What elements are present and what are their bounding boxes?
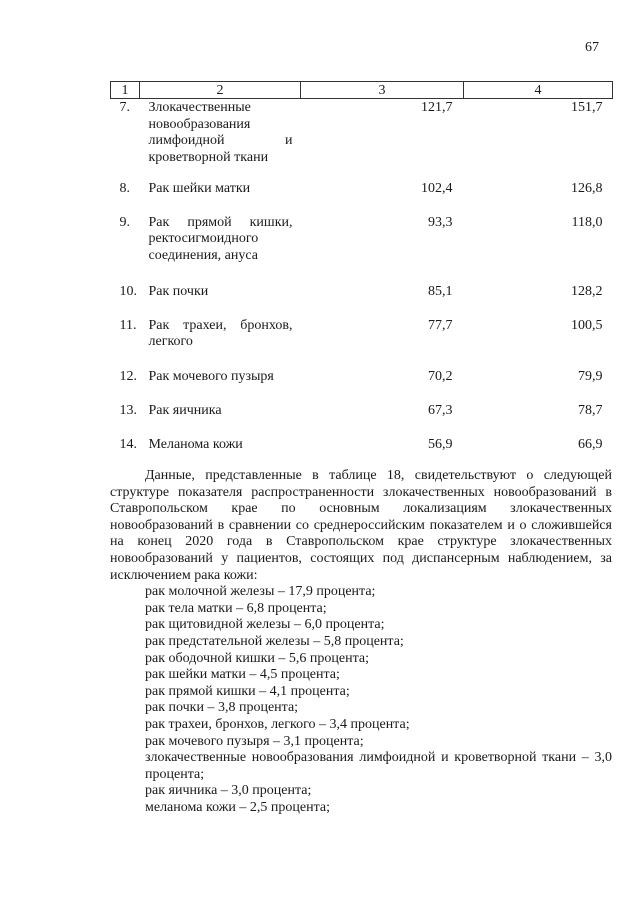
row-value-col4: 78,7 xyxy=(578,402,603,418)
table-row xyxy=(111,403,613,437)
list-item: рак молочной железы – 17,9 процента; xyxy=(145,584,376,600)
list-item: рак мочевого пузыря – 3,1 процента; xyxy=(145,733,364,749)
column-header-4: 4 xyxy=(464,82,613,99)
row-number: 13. xyxy=(119,402,137,418)
row-value-col3: 121,7 xyxy=(421,100,453,115)
list-item: рак предстательной железы – 5,8 процента; xyxy=(145,633,404,649)
list-item: рак тела матки – 6,8 процента; xyxy=(145,600,327,616)
row-value-col3: 93,3 xyxy=(428,214,453,230)
row-value-col3: 70,2 xyxy=(428,368,453,384)
column-header-1: 1 xyxy=(111,82,140,99)
row-name: Меланома кожи xyxy=(148,436,243,452)
table-row xyxy=(111,284,613,318)
column-header-3: 3 xyxy=(301,82,464,99)
list-item: злокачественные новообразования лимфоидной и кроветворной ткани – 3,0 процента; xyxy=(145,750,612,782)
row-number: 7. xyxy=(119,100,130,115)
table-header-row xyxy=(111,82,613,99)
list-item: рак щитовидной железы – 6,0 процента; xyxy=(145,617,385,633)
row-number: 12. xyxy=(119,368,137,384)
table-header xyxy=(111,82,613,99)
row-number: 10. xyxy=(119,283,137,299)
list-item: рак ободочной кишки – 5,6 процента; xyxy=(145,650,369,666)
row-name: Рак почки xyxy=(148,283,209,299)
row-value-col4: 151,7 xyxy=(571,100,603,115)
table-row xyxy=(111,318,613,369)
localization-list xyxy=(110,584,612,816)
row-name: Рак шейки матки xyxy=(148,180,251,196)
row-number: 9. xyxy=(119,214,130,230)
table-row xyxy=(111,437,613,457)
column-header-2: 2 xyxy=(140,82,301,99)
page-number: 67 xyxy=(585,40,599,55)
table-row xyxy=(111,215,613,284)
row-name: Рак трахеи, бронхов, легкого xyxy=(148,317,293,349)
list-item: рак шейки матки – 4,5 процента; xyxy=(145,667,340,683)
data-table xyxy=(110,81,613,457)
row-value-col4: 66,9 xyxy=(578,436,603,452)
row-value-col3: 85,1 xyxy=(428,283,453,299)
row-value-col3: 56,9 xyxy=(428,436,453,452)
list-item: рак прямой кишки – 4,1 процента; xyxy=(145,683,350,699)
row-value-col4: 128,2 xyxy=(571,283,603,299)
list-item: меланома кожи – 2,5 процента; xyxy=(145,799,330,815)
row-value-col3: 67,3 xyxy=(428,402,453,418)
row-value-col3: 102,4 xyxy=(421,180,453,196)
table-row xyxy=(111,181,613,215)
row-value-col4: 79,9 xyxy=(578,368,603,384)
row-number: 8. xyxy=(119,180,130,196)
row-value-col3: 77,7 xyxy=(428,317,453,333)
row-number: 14. xyxy=(119,436,137,452)
table-container xyxy=(110,81,612,457)
list-item: рак трахеи, бронхов, легкого – 3,4 процента; xyxy=(145,716,410,732)
row-value-col4: 118,0 xyxy=(571,214,603,230)
table-row xyxy=(111,369,613,403)
row-name: Рак прямой кишки, ректосигмоидного соединения, ануса xyxy=(148,214,293,263)
row-name: Рак мочевого пузыря xyxy=(148,368,274,384)
row-value-col4: 100,5 xyxy=(571,317,603,333)
table-body xyxy=(111,99,613,457)
row-name: Злокачественные новообразования лимфоидной и кроветворной ткани xyxy=(148,100,293,165)
row-number: 11. xyxy=(119,317,137,333)
row-name: Рак яичника xyxy=(148,402,222,418)
summary-paragraph: Данные, представленные в таблице 18, свидетельствуют о следующей структуре показателя распространенности злокачественных новообразований в Ставропольском крае по основным локализациям злокачественных новообразований в сравнении со среднероссийским показателем и о сложившейся на конец 2020 года в Ставропольском крае структуре злокачественных новообразований у пациентов, состоящих под диспансерным наблюдением, за исключением рака кожи: xyxy=(110,468,612,583)
list-item: рак яичника – 3,0 процента; xyxy=(145,783,312,799)
table-row xyxy=(111,99,613,181)
list-item: рак почки – 3,8 процента; xyxy=(145,700,299,716)
row-value-col4: 126,8 xyxy=(571,180,603,196)
body-text xyxy=(110,468,612,816)
